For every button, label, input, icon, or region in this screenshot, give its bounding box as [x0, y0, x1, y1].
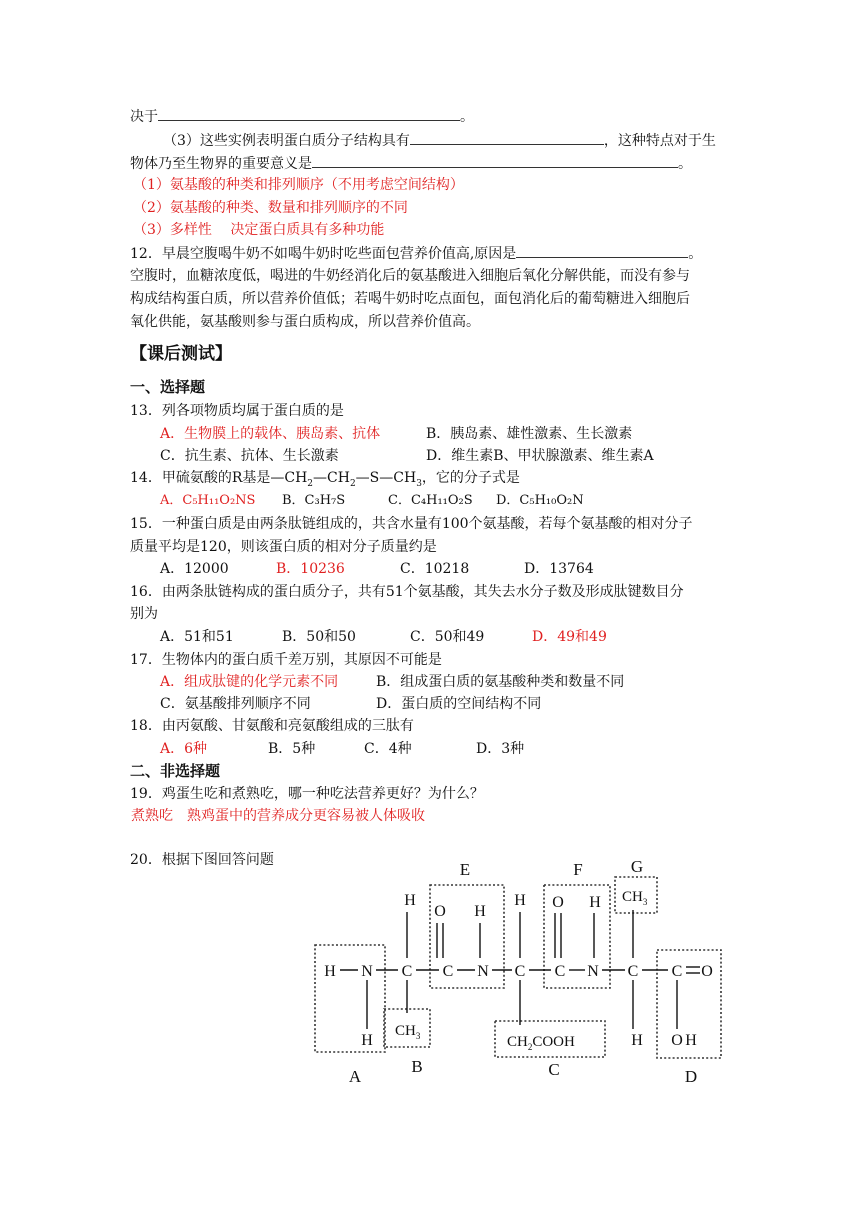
q15-option-a: A．12000 — [160, 561, 229, 577]
atom-h: H — [685, 1032, 697, 1049]
part2-title: 二、非选择题 — [130, 762, 221, 780]
q18-stem: 18．由丙氨酸、甘氨酸和亮氨酸组成的三肽有 — [130, 718, 414, 734]
q16-line2: 别为 — [130, 606, 158, 622]
section-title: 【课后测试】 — [130, 344, 232, 364]
q16-option-c: C．50和49 — [410, 629, 485, 645]
q13-stem: 13．列各项物质均属于蛋白质的是 — [130, 403, 344, 419]
label-c: C — [548, 1060, 560, 1079]
q14-option-d: D．C₅H₁₀O₂N — [496, 493, 584, 508]
answer-blank — [410, 130, 604, 145]
q11-answer-3: （3）多样性 决定蛋白质具有多种功能 — [133, 222, 385, 238]
atom-c: C — [671, 963, 683, 980]
q17-options-row2 — [160, 694, 541, 714]
atom-h: H — [589, 894, 601, 911]
atom-h: H — [631, 1032, 643, 1049]
atom-h: H — [361, 1032, 373, 1049]
methyl-group-g: $CH_3$ — [622, 889, 648, 907]
label-d: D — [684, 1067, 698, 1085]
q15-option-d: D．13764 — [524, 561, 594, 577]
label-b: B — [411, 1057, 423, 1076]
atom-o: O — [701, 963, 713, 980]
label-f: F — [573, 860, 583, 879]
side-chain-c: $CH_2COOH$ — [507, 1034, 575, 1052]
atom-c: C — [554, 963, 566, 980]
answer-blank — [516, 243, 688, 258]
atom-c: C — [627, 963, 639, 980]
q19-answer: 煮熟吃 熟鸡蛋中的营养成分更容易被人体吸收 — [131, 808, 425, 824]
q16-option-a: A．51和51 — [160, 629, 234, 645]
q11-answer-2: （2）氨基酸的种类、数量和排列顺序的不同 — [133, 200, 408, 216]
q15-line1: 15．一种蛋白质是由两条肽链组成的，共含水量有100个氨基酸，若每个氨基酸的相对分子 — [130, 516, 693, 532]
q15-option-c: C．10218 — [400, 561, 470, 577]
q16-options — [160, 627, 607, 647]
atom-h: H — [474, 903, 486, 920]
atom-n: N — [587, 963, 599, 980]
q17-options-row1 — [160, 672, 624, 692]
q16-line1: 16．由两条肽链构成的蛋白质分子，共有51个氨基酸，其失去水分子数及形成肽键数目分 — [130, 584, 684, 600]
peptide-structure-diagram — [300, 855, 730, 1085]
q18-option-a: A．6种 — [160, 741, 208, 757]
q18-option-d: D．3种 — [476, 741, 525, 757]
q17-stem: 17．生物体内的蛋白质千差万别，其原因不可能是 — [130, 652, 442, 668]
q14-option-a: A．C₅H₁₁O₂NS — [160, 493, 256, 508]
q13-options-row2 — [160, 446, 654, 466]
q20-stem: 20．根据下图回答问题 — [130, 852, 274, 868]
q14-stem: 14．甲硫氨酸的R基是$—CH_2—CH_2—S—CH_3$，它的分子式是 — [130, 470, 520, 489]
atom-n: N — [361, 963, 373, 980]
q13-option-a: A．生物膜上的载体、胰岛素、抗体 — [160, 426, 381, 442]
label-g: G — [630, 857, 644, 876]
atom-h: H — [404, 892, 416, 909]
atom-o: O — [671, 1032, 683, 1049]
q16-option-b: B．50和50 — [282, 629, 356, 645]
q11-tail-line: 决于 。 — [130, 106, 474, 127]
q18-option-c: C．4种 — [364, 741, 412, 757]
q14-options — [160, 491, 584, 511]
q15-line2: 质量平均是120，则该蛋白质的相对分子质量约是 — [130, 539, 437, 555]
atom-n: N — [477, 963, 489, 980]
q17-option-b: B．组成蛋白质的氨基酸种类和数量不同 — [376, 674, 625, 690]
q18-options — [160, 739, 524, 759]
atom-c: C — [514, 963, 526, 980]
q15-option-b: B．10236 — [276, 561, 345, 577]
q17-option-c: C．氨基酸排列顺序不同 — [160, 696, 311, 712]
q14-option-c: C．C₄H₁₁O₂S — [388, 493, 473, 508]
q12-answer-line1: 空腹时，血糖浓度低，喝进的牛奶经消化后的氨基酸进入细胞后氧化分解供能，而没有参与 — [130, 268, 690, 284]
methyl-group-b: $CH_3$ — [395, 1023, 421, 1041]
part1-title: 一、选择题 — [130, 378, 206, 396]
answer-blank — [312, 153, 678, 168]
q13-options-row1 — [160, 424, 632, 444]
atom-c: C — [401, 963, 413, 980]
q11-part3-line1: （3）这些实例表明蛋白质分子结构具有 ，这种特点对于生 — [163, 130, 716, 151]
q15-options — [160, 559, 594, 579]
q13-option-d: D．维生素B、甲状腺激素、维生素A — [426, 448, 654, 464]
q18-option-b: B．5种 — [268, 741, 316, 757]
atom-h: H — [514, 892, 526, 909]
atom-o: O — [434, 903, 446, 920]
box-e — [430, 885, 504, 988]
label-e: E — [459, 860, 471, 879]
q11-answer-1: （1）氨基酸的种类和排列顺序（不用考虑空间结构） — [133, 177, 464, 193]
q17-option-d: D．蛋白质的空间结构不同 — [376, 696, 542, 712]
q17-option-a: A．组成肽键的化学元素不同 — [160, 674, 339, 690]
label-a: A — [348, 1067, 362, 1085]
q19-stem: 19．鸡蛋生吃和煮熟吃，哪一种吃法营养更好？为什么？ — [130, 786, 484, 802]
atom-o: O — [552, 894, 564, 911]
answer-blank — [158, 106, 460, 121]
q12-answer-line3: 氧化供能，氨基酸则参与蛋白质构成，所以营养价值高。 — [130, 314, 480, 330]
q14-option-b: B．C₃H₇S — [282, 493, 346, 508]
atom-c: C — [442, 963, 454, 980]
q11-part3-line2: 物体乃至生物界的重要意义是 。 — [130, 153, 692, 174]
atom-h: H — [324, 963, 336, 980]
q12-question: 12．早晨空腹喝牛奶不如喝牛奶时吃些面包营养价值高,原因是 。 — [130, 243, 702, 264]
q13-option-b: B．胰岛素、雄性激素、生长激素 — [426, 426, 633, 442]
box-a — [315, 945, 385, 1052]
q16-option-d: D．49和49 — [532, 629, 607, 645]
q13-option-c: C．抗生素、抗体、生长激素 — [160, 448, 339, 464]
q12-answer-line2: 构成结构蛋白质，所以营养价值低；若喝牛奶时吃点面包，面包消化后的葡萄糖进入细胞后 — [130, 291, 690, 307]
